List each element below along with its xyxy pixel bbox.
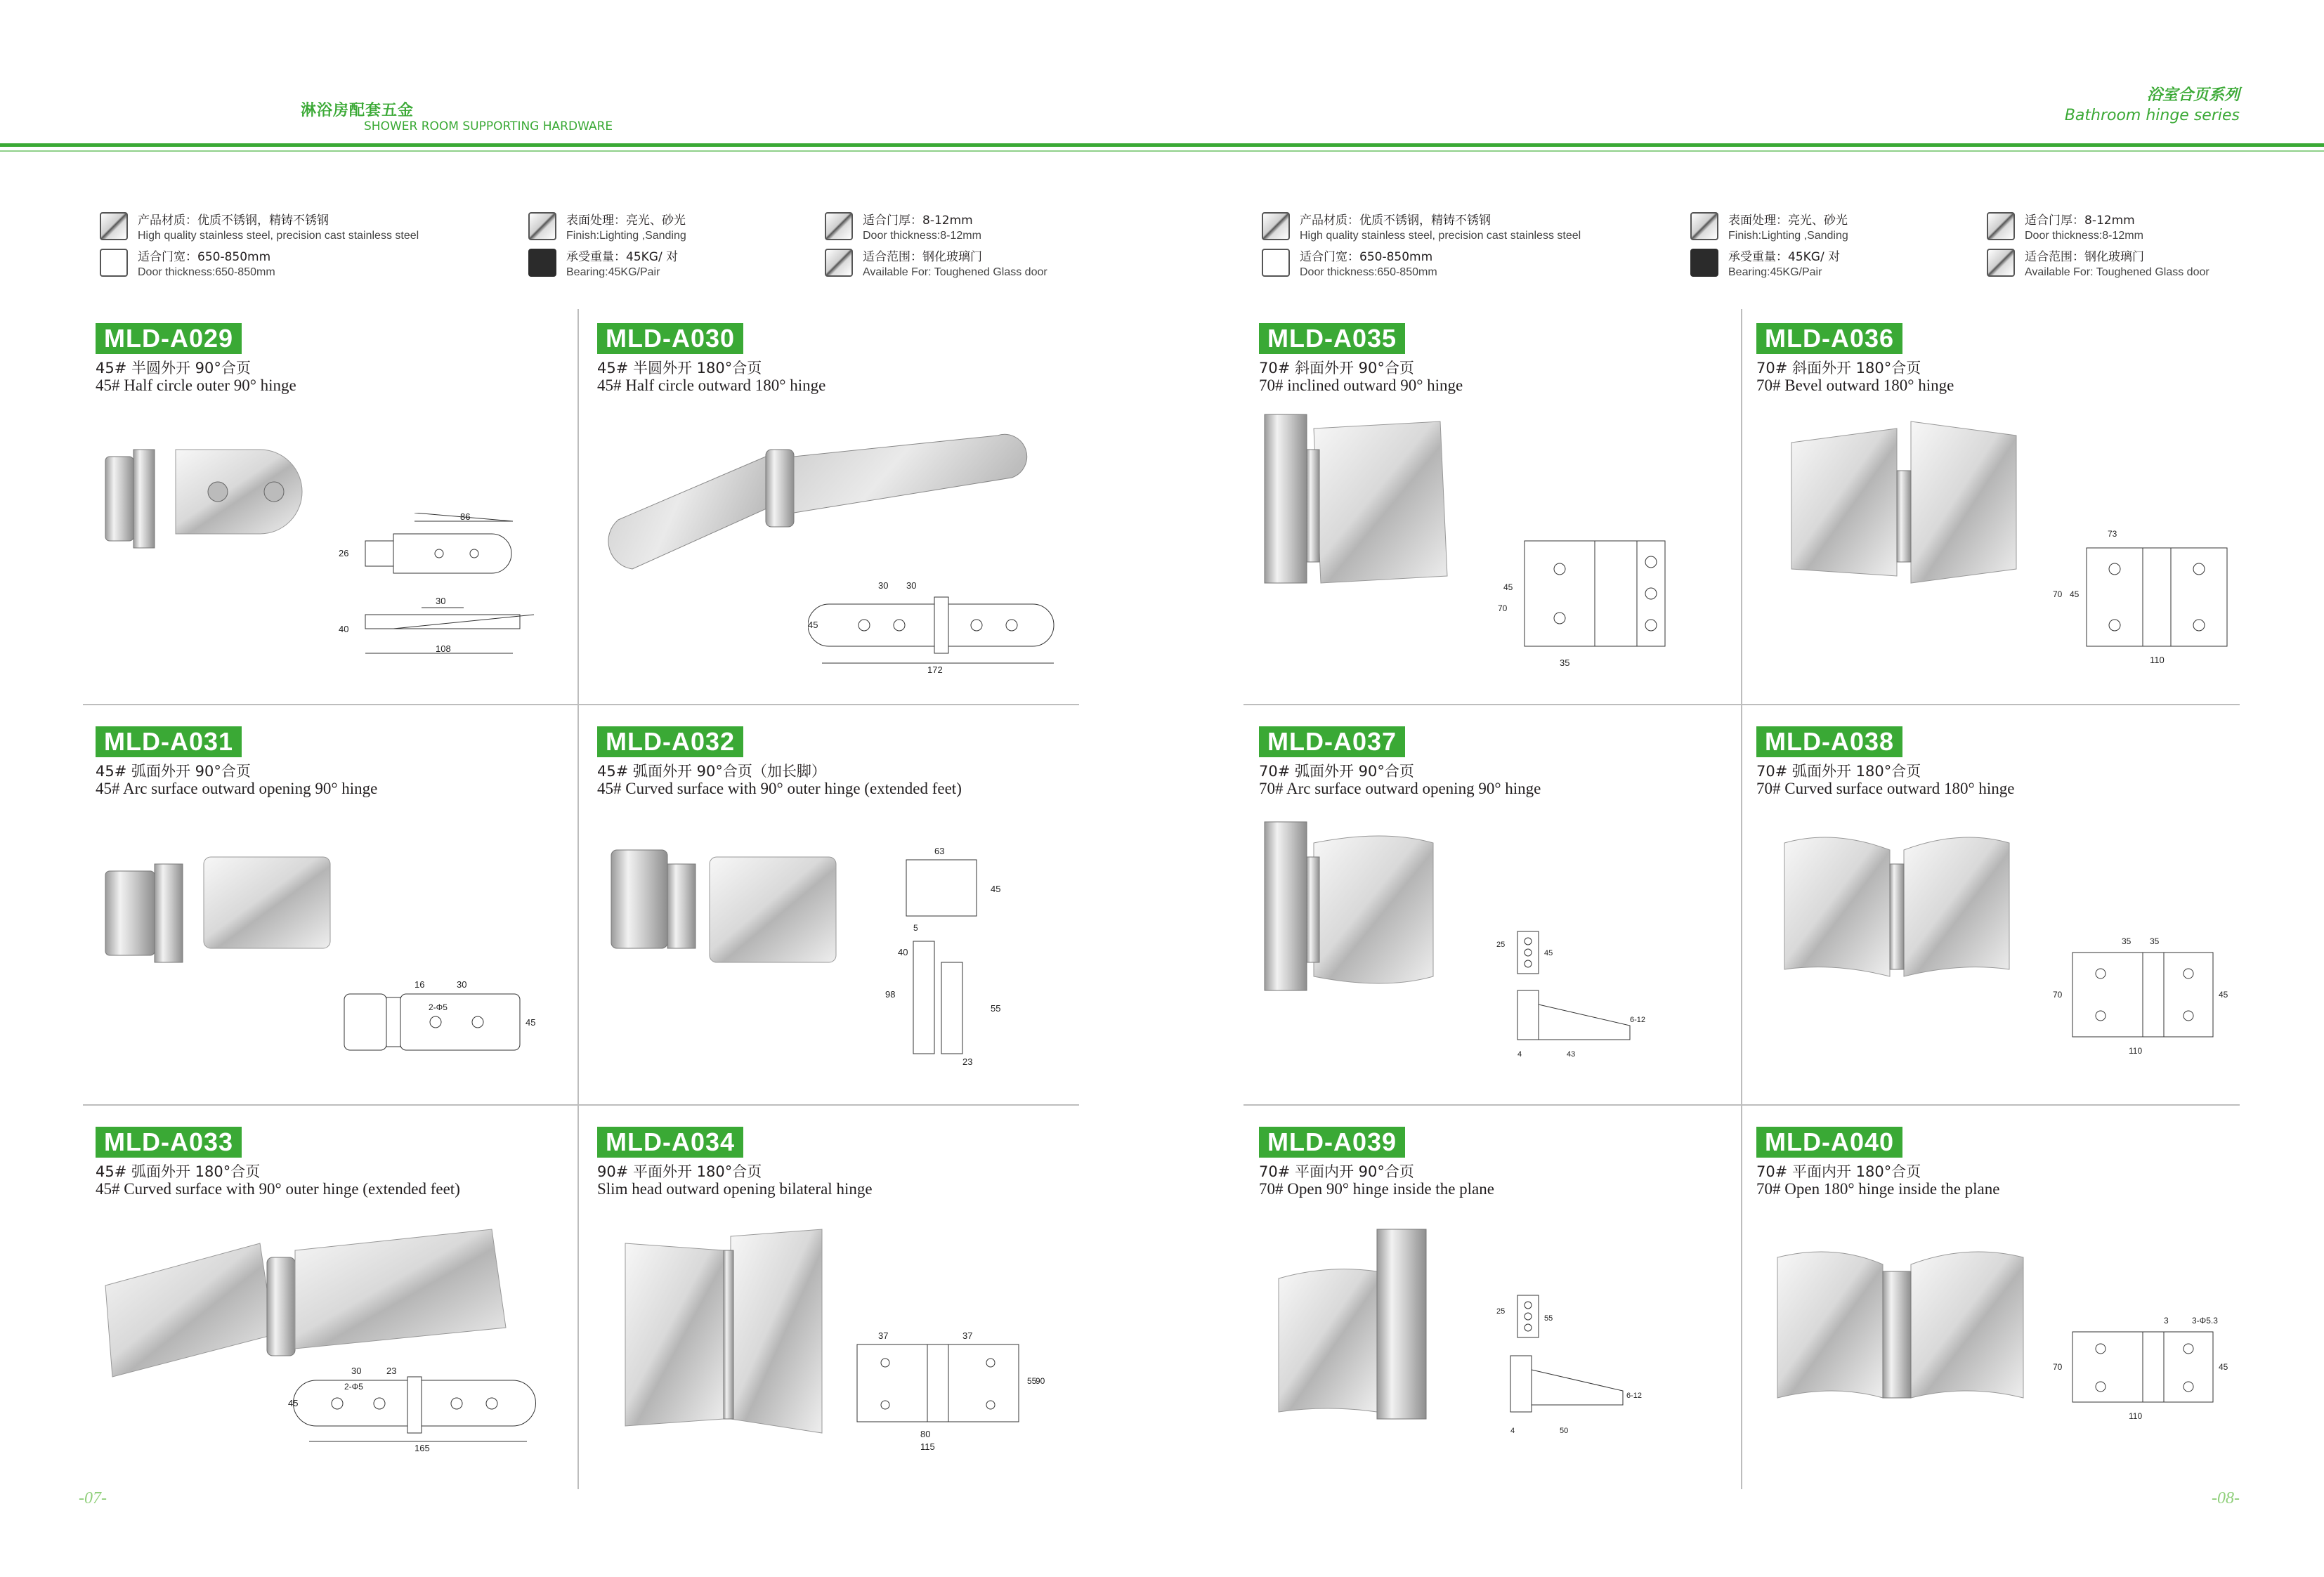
hinge-drawing: [337, 513, 541, 667]
glass-door-icon: [825, 249, 853, 277]
dim-label: 63: [934, 846, 945, 856]
spec-label: 适合门宽：650-850mm: [138, 250, 271, 264]
product-desc-cn: 45# 弧面外开 90°合页: [96, 763, 251, 780]
header-rule-thin: [0, 150, 2324, 152]
spec-finish-right: [1690, 212, 1848, 243]
divider-row1-right: [1243, 704, 2240, 705]
product-desc-en: 70# Open 180° hinge inside the plane: [1756, 1180, 2000, 1198]
spec-label: 适合门厚：8-12mm: [863, 214, 973, 228]
dim-label: 35: [2150, 936, 2160, 946]
divider-left-col: [577, 309, 579, 1489]
product-desc-cn: 45# 弧面外开 90°合页（加长脚）: [597, 763, 826, 780]
spec-label: 承受重量：45KG/ 对: [1728, 250, 1841, 264]
dim-label: 70: [2053, 990, 2063, 1000]
spec-bearing-right: [1690, 249, 1840, 280]
dim-label: 55: [1544, 1314, 1553, 1323]
dim-label: 55: [1027, 1376, 1037, 1386]
model-badge: MLD-A029: [96, 323, 242, 354]
spec-label: 产品材质：优质不锈钢，精铸不锈钢: [138, 214, 329, 228]
model-badge: MLD-A033: [96, 1127, 242, 1158]
spec-label: 适合范围：钢化玻璃门: [2025, 250, 2144, 264]
dim-label: 98: [885, 989, 896, 1000]
dim-label: 4: [1510, 1427, 1515, 1435]
spec-label: 表面处理：亮光、砂光: [1728, 214, 1848, 228]
product-desc-en: 45# Curved surface with 90° outer hinge (extended feet): [597, 780, 962, 797]
hinge-drawing: [1489, 927, 1651, 1068]
model-badge: MLD-A034: [597, 1127, 743, 1158]
dim-label: 45: [288, 1398, 299, 1408]
page-number-left: -07-: [79, 1489, 107, 1507]
product-desc-en: Slim head outward opening bilateral hinge: [597, 1180, 873, 1198]
product-desc-en: 70# Arc surface outward opening 90° hinge: [1259, 780, 1541, 797]
dim-label: 30: [351, 1366, 362, 1376]
spec-label-en: Door thickness:650-850mm: [138, 266, 275, 278]
header-rule: [0, 143, 2324, 147]
spec-range-left: [825, 249, 1047, 280]
spec-label-en: High quality stainless steel, precision cast stainless steel: [138, 230, 419, 242]
dim-label: 172: [927, 665, 943, 674]
dim-label: 2-Φ5: [429, 1002, 448, 1012]
hinge-drawing: [288, 1363, 548, 1454]
spec-label-en: Available For: Toughened Glass door: [2025, 266, 2209, 278]
product-desc-en: 45# Curved surface with 90° outer hinge (extended feet): [96, 1180, 460, 1198]
material-icon: [1262, 212, 1290, 240]
divider-right-col: [1741, 309, 1742, 1489]
spec-width-left: [100, 249, 275, 280]
hinge-photo: [1777, 407, 2030, 597]
spec-material-right: [1262, 212, 1581, 243]
header-right-cn: 浴室合页系列: [2146, 86, 2240, 104]
divider-row2-left: [83, 1104, 1079, 1106]
spec-label-en: Door thickness:8-12mm: [863, 230, 981, 242]
spec-label: 适合门宽：650-850mm: [1300, 250, 1433, 264]
dim-label: 73: [2108, 529, 2117, 539]
product-desc-en: 70# inclined outward 90° hinge: [1259, 377, 1463, 394]
spec-label: 适合门厚：8-12mm: [2025, 214, 2135, 228]
door-width-icon: [100, 249, 128, 277]
dim-label: 26: [339, 548, 349, 558]
hinge-drawing: [885, 843, 1012, 1068]
spec-range-right: [1987, 249, 2209, 280]
dim-label: 40: [339, 624, 349, 634]
hinge-drawing: [1489, 1285, 1651, 1440]
spec-label-en: Finish:Lighting ,Sanding: [1728, 230, 1848, 242]
product-desc-cn: 45# 弧面外开 180°合页: [96, 1163, 261, 1180]
spec-label-en: Bearing:45KG/Pair: [1728, 266, 1822, 278]
product-desc-en: 45# Half circle outward 180° hinge: [597, 377, 826, 394]
dim-label: 6-12: [1626, 1392, 1643, 1400]
dim-label: 35: [1560, 657, 1570, 668]
dim-label: 43: [1567, 1050, 1576, 1059]
dim-label: 5: [913, 923, 918, 933]
dim-label: 3-Φ5.3: [2192, 1316, 2218, 1326]
model-badge: MLD-A030: [597, 323, 743, 354]
dim-label: 110: [2129, 1411, 2143, 1421]
model-badge: MLD-A035: [1259, 323, 1405, 354]
material-icon: [100, 212, 128, 240]
dim-label: 4: [1517, 1050, 1522, 1059]
spec-thickness-left: [825, 212, 981, 243]
dim-label: 40: [898, 947, 908, 957]
dim-label: 115: [920, 1441, 935, 1452]
dim-label: 6-12: [1630, 1016, 1646, 1024]
dim-label: 86: [460, 513, 471, 522]
product-desc-en: 70# Open 90° hinge inside the plane: [1259, 1180, 1494, 1198]
hinge-photo: [604, 843, 843, 976]
hinge-photo: [1777, 822, 2016, 990]
spec-bearing-left: [528, 249, 678, 280]
dim-label: 25: [1496, 1307, 1506, 1316]
dim-label: 30: [436, 596, 446, 606]
hinge-drawing: [2051, 527, 2234, 667]
product-desc-cn: 45# 半圆外开 90°合页: [96, 360, 251, 377]
spec-label: 适合范围：钢化玻璃门: [863, 250, 982, 264]
bearing-icon: [528, 249, 556, 277]
product-desc-en: 45# Half circle outer 90° hinge: [96, 377, 296, 394]
dim-label: 45: [808, 620, 818, 630]
dim-label: 55: [991, 1003, 1001, 1014]
spec-label-en: Finish:Lighting ,Sanding: [566, 230, 686, 242]
hinge-drawing: [850, 1328, 1047, 1454]
product-desc-en: 70# Bevel outward 180° hinge: [1756, 377, 1954, 394]
dim-label: 45: [525, 1017, 536, 1028]
hinge-photo: [604, 407, 1040, 583]
dim-label: 37: [878, 1330, 889, 1341]
divider-row2-right: [1243, 1104, 2240, 1106]
dim-label: 165: [414, 1443, 430, 1453]
product-desc-cn: 70# 平面内开 90°合页: [1259, 1163, 1414, 1180]
dim-label: 37: [962, 1330, 973, 1341]
dim-label: 30: [906, 580, 917, 591]
dim-label: 50: [1560, 1427, 1569, 1435]
product-desc-cn: 70# 斜面外开 90°合页: [1259, 360, 1414, 377]
spec-label-en: Bearing:45KG/Pair: [566, 266, 660, 278]
dim-label: 30: [457, 979, 467, 990]
spec-label-en: Available For: Toughened Glass door: [863, 266, 1047, 278]
bearing-icon: [1690, 249, 1718, 277]
dim-label: 23: [386, 1366, 397, 1376]
spec-label: 承受重量：45KG/ 对: [566, 250, 679, 264]
hinge-photo: [1770, 1236, 2037, 1419]
dim-label: 80: [920, 1429, 931, 1439]
dim-label: 45: [2070, 589, 2080, 599]
model-badge: MLD-A038: [1756, 726, 1902, 757]
spec-label-en: High quality stainless steel, precision cast stainless steel: [1300, 230, 1581, 242]
door-width-icon: [1262, 249, 1290, 277]
model-badge: MLD-A040: [1756, 1127, 1902, 1158]
header-left-en: SHOWER ROOM SUPPORTING HARDWARE: [364, 119, 613, 133]
dim-label: 70: [2053, 1362, 2063, 1372]
model-badge: MLD-A032: [597, 726, 743, 757]
hinge-photo: [98, 428, 323, 569]
header-right-en: Bathroom hinge series: [2064, 107, 2240, 124]
hinge-photo: [1258, 407, 1468, 597]
dim-label: 35: [2122, 936, 2132, 946]
door-thickness-icon: [825, 212, 853, 240]
hinge-photo: [98, 843, 351, 976]
dim-label: 45: [991, 884, 1001, 894]
model-badge: MLD-A039: [1259, 1127, 1405, 1158]
dim-label: 3: [2164, 1316, 2169, 1326]
model-badge: MLD-A031: [96, 726, 242, 757]
spec-label-en: Door thickness:8-12mm: [2025, 230, 2143, 242]
hinge-drawing: [337, 976, 541, 1068]
dim-label: 110: [2150, 655, 2165, 665]
dim-label: 90: [1036, 1376, 1045, 1386]
dim-label: 2-Φ5: [344, 1382, 363, 1392]
spec-thickness-right: [1987, 212, 2143, 243]
hinge-drawing: [2051, 934, 2234, 1061]
hinge-drawing: [808, 576, 1075, 674]
dim-label: 16: [414, 979, 425, 990]
dim-label: 30: [878, 580, 889, 591]
hinge-drawing: [2051, 1314, 2234, 1426]
product-desc-cn: 70# 平面内开 180°合页: [1756, 1163, 1921, 1180]
divider-row1-left: [83, 704, 1079, 705]
product-desc-cn: 45# 半圆外开 180°合页: [597, 360, 762, 377]
header-left-cn: 淋浴房配套五金: [301, 102, 414, 119]
dim-label: 45: [2219, 1362, 2228, 1372]
product-desc-en: 70# Curved surface outward 180° hinge: [1756, 780, 2015, 797]
hinge-photo: [611, 1222, 836, 1447]
model-badge: MLD-A037: [1259, 726, 1405, 757]
finish-icon: [528, 212, 556, 240]
product-desc-cn: 90# 平面外开 180°合页: [597, 1163, 762, 1180]
dim-label: 45: [1544, 949, 1553, 957]
spec-width-right: [1262, 249, 1437, 280]
dim-label: 23: [962, 1056, 973, 1067]
dim-label: 25: [1496, 941, 1506, 949]
product-desc-cn: 70# 斜面外开 180°合页: [1756, 360, 1921, 377]
glass-door-icon: [1987, 249, 2015, 277]
spec-label: 产品材质：优质不锈钢，精铸不锈钢: [1300, 214, 1491, 228]
spec-label-en: Door thickness:650-850mm: [1300, 266, 1437, 278]
dim-label: 108: [436, 643, 451, 654]
door-thickness-icon: [1987, 212, 2015, 240]
product-desc-cn: 70# 弧面外开 180°合页: [1756, 763, 1921, 780]
spec-label: 表面处理：亮光、砂光: [566, 214, 686, 228]
page-number-right: -08-: [2212, 1489, 2240, 1507]
hinge-photo: [1258, 815, 1454, 997]
spec-material-left: [100, 212, 419, 243]
finish-icon: [1690, 212, 1718, 240]
product-desc-cn: 70# 弧面外开 90°合页: [1259, 763, 1414, 780]
dim-label: 110: [2129, 1046, 2143, 1056]
dim-label: 45: [1503, 582, 1513, 592]
hinge-drawing: [1496, 534, 1679, 674]
product-desc-en: 45# Arc surface outward opening 90° hinge: [96, 780, 378, 797]
hinge-photo: [1272, 1222, 1447, 1426]
dim-label: 70: [2053, 589, 2063, 599]
model-badge: MLD-A036: [1756, 323, 1902, 354]
dim-label: 45: [2219, 990, 2228, 1000]
dim-label: 70: [1498, 603, 1508, 613]
spec-finish-left: [528, 212, 686, 243]
